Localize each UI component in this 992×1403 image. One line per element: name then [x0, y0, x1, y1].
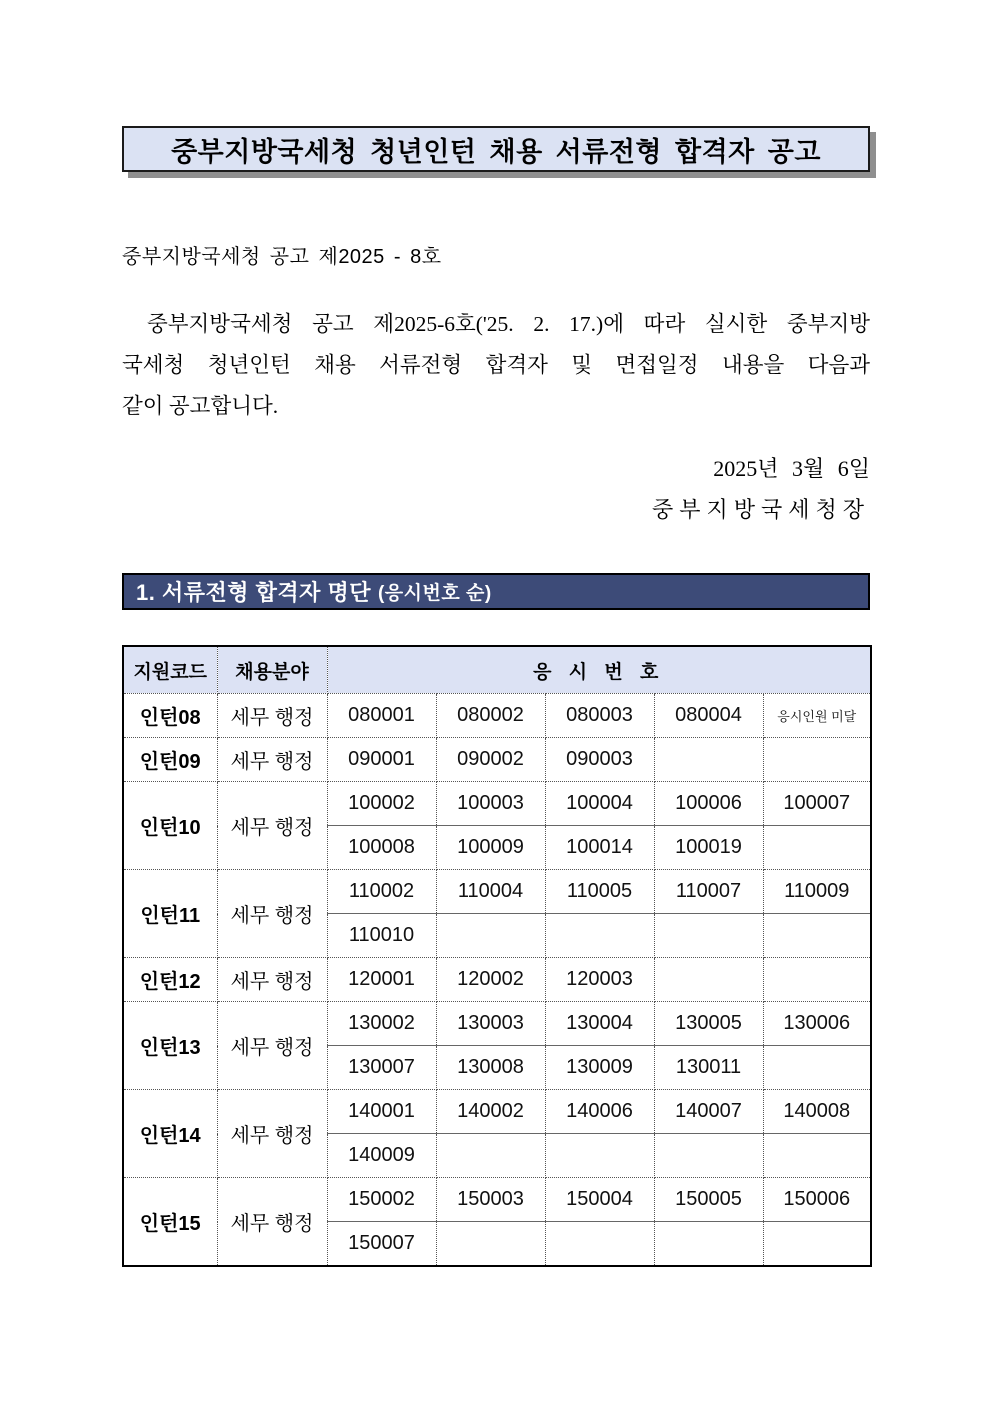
empty-cell [436, 914, 545, 958]
exam-number-cell: 110007 [654, 870, 763, 914]
exam-number-cell: 150002 [327, 1178, 436, 1222]
exam-number-cell: 110009 [763, 870, 871, 914]
exam-number-cell: 090003 [545, 738, 654, 782]
exam-number-cell: 120002 [436, 958, 545, 1002]
recruit-field-cell: 세무 행정 [217, 958, 327, 1002]
recruit-field-cell: 세무 행정 [217, 738, 327, 782]
exam-number-cell: 130006 [763, 1002, 871, 1046]
exam-number-cell: 100014 [545, 826, 654, 870]
exam-number-cell: 130004 [545, 1002, 654, 1046]
notice-body-paragraph [122, 304, 870, 427]
intern-code-cell: 인턴09 [123, 738, 217, 782]
col-header-code: 지원코드 [123, 646, 217, 694]
recruit-field-cell: 세무 행정 [217, 1178, 327, 1266]
exam-number-cell: 140001 [327, 1090, 436, 1134]
intern-code-cell: 인턴11 [123, 870, 217, 958]
exam-number-cell: 110004 [436, 870, 545, 914]
recruit-field-cell: 세무 행정 [217, 870, 327, 958]
exam-number-cell: 120003 [545, 958, 654, 1002]
exam-number-cell: 090001 [327, 738, 436, 782]
exam-number-cell: 100007 [763, 782, 871, 826]
exam-number-cell: 120001 [327, 958, 436, 1002]
empty-cell [436, 1222, 545, 1266]
exam-number-cell: 080003 [545, 694, 654, 738]
intern-code-cell: 인턴12 [123, 958, 217, 1002]
paragraph-line: 중부지방국세청 공고 제2025-6호('25. 2. 17.)에 따라 실시한 중부지방 [147, 312, 870, 336]
paragraph-line: 같이 공고합니다. [122, 394, 279, 418]
exam-number-cell: 130007 [327, 1046, 436, 1090]
exam-number-cell: 140008 [763, 1090, 871, 1134]
exam-number-cell: 100004 [545, 782, 654, 826]
intern-code-cell: 인턴10 [123, 782, 217, 870]
intern-code-cell: 인턴15 [123, 1178, 217, 1266]
recruit-field-cell: 세무 행정 [217, 1002, 327, 1090]
exam-number-cell: 110010 [327, 914, 436, 958]
pass-list-table [122, 645, 872, 1267]
empty-cell [545, 914, 654, 958]
exam-number-cell: 100009 [436, 826, 545, 870]
table-row [123, 958, 871, 1002]
exam-number-cell: 150005 [654, 1178, 763, 1222]
empty-cell [763, 1134, 871, 1178]
empty-cell [763, 738, 871, 782]
exam-number-cell: 150003 [436, 1178, 545, 1222]
exam-number-cell: 150007 [327, 1222, 436, 1266]
exam-number-cell: 140006 [545, 1090, 654, 1134]
exam-number-cell: 130009 [545, 1046, 654, 1090]
recruit-field-cell: 세무 행정 [217, 694, 327, 738]
col-header-exam-numbers: 응 시 번 호 [327, 646, 871, 694]
exam-number-cell: 100019 [654, 826, 763, 870]
exam-number-cell: 110002 [327, 870, 436, 914]
exam-number-cell: 110005 [545, 870, 654, 914]
empty-cell [654, 738, 763, 782]
empty-cell [654, 958, 763, 1002]
empty-cell [545, 1134, 654, 1178]
intern-code-cell: 인턴13 [123, 1002, 217, 1090]
intern-code-cell: 인턴08 [123, 694, 217, 738]
table-row [123, 870, 871, 914]
exam-number-cell: 150006 [763, 1178, 871, 1222]
table-row [123, 1090, 871, 1134]
table-row [123, 694, 871, 738]
table-row [123, 1002, 871, 1046]
exam-number-cell: 140009 [327, 1134, 436, 1178]
document-page [122, 0, 870, 1267]
notice-number: 중부지방국세청 공고 제2025 - 8호 [122, 246, 442, 268]
table-row [123, 1178, 871, 1222]
exam-number-cell: 130005 [654, 1002, 763, 1046]
exam-number-cell: 130003 [436, 1002, 545, 1046]
col-header-field: 채용분야 [217, 646, 327, 694]
exam-number-cell: 130011 [654, 1046, 763, 1090]
document-title-banner [122, 126, 870, 172]
empty-cell [763, 1222, 871, 1266]
exam-number-cell: 140007 [654, 1090, 763, 1134]
table-row [123, 738, 871, 782]
recruit-field-cell: 세무 행정 [217, 782, 327, 870]
announcement-date: 2025년 3월 6일 [713, 456, 870, 481]
empty-cell [436, 1134, 545, 1178]
exam-number-cell: 150004 [545, 1178, 654, 1222]
exam-number-cell: 080002 [436, 694, 545, 738]
exam-number-cell: 100008 [327, 826, 436, 870]
intern-code-cell: 인턴14 [123, 1090, 217, 1178]
document-title: 중부지방국세청 청년인턴 채용 서류전형 합격자 공고 [171, 136, 821, 167]
exam-number-cell: 140002 [436, 1090, 545, 1134]
note-cell: 응시인원 미달 [763, 694, 871, 738]
exam-number-cell: 130002 [327, 1002, 436, 1046]
exam-number-cell: 100006 [654, 782, 763, 826]
section-1-title-sub: (응시번호 순) [377, 583, 492, 604]
empty-cell [654, 1222, 763, 1266]
paragraph-line: 국세청 청년인턴 채용 서류전형 합격자 및 면접일정 내용을 다음과 [122, 353, 870, 377]
table-row [123, 782, 871, 826]
empty-cell [763, 914, 871, 958]
exam-number-cell: 100002 [327, 782, 436, 826]
exam-number-cell: 080001 [327, 694, 436, 738]
empty-cell [654, 1134, 763, 1178]
exam-number-cell: 130008 [436, 1046, 545, 1090]
empty-cell [763, 958, 871, 1002]
announcement-signer: 중부지방국세청장 [651, 497, 870, 522]
empty-cell [545, 1222, 654, 1266]
empty-cell [654, 914, 763, 958]
table-header-row [123, 646, 871, 694]
empty-cell [763, 826, 871, 870]
exam-number-cell: 100003 [436, 782, 545, 826]
section-1-header [122, 573, 870, 610]
exam-number-cell: 090002 [436, 738, 545, 782]
recruit-field-cell: 세무 행정 [217, 1090, 327, 1178]
section-1-title: 1. 서류전형 합격자 명단 [136, 580, 371, 605]
empty-cell [763, 1046, 871, 1090]
exam-number-cell: 080004 [654, 694, 763, 738]
